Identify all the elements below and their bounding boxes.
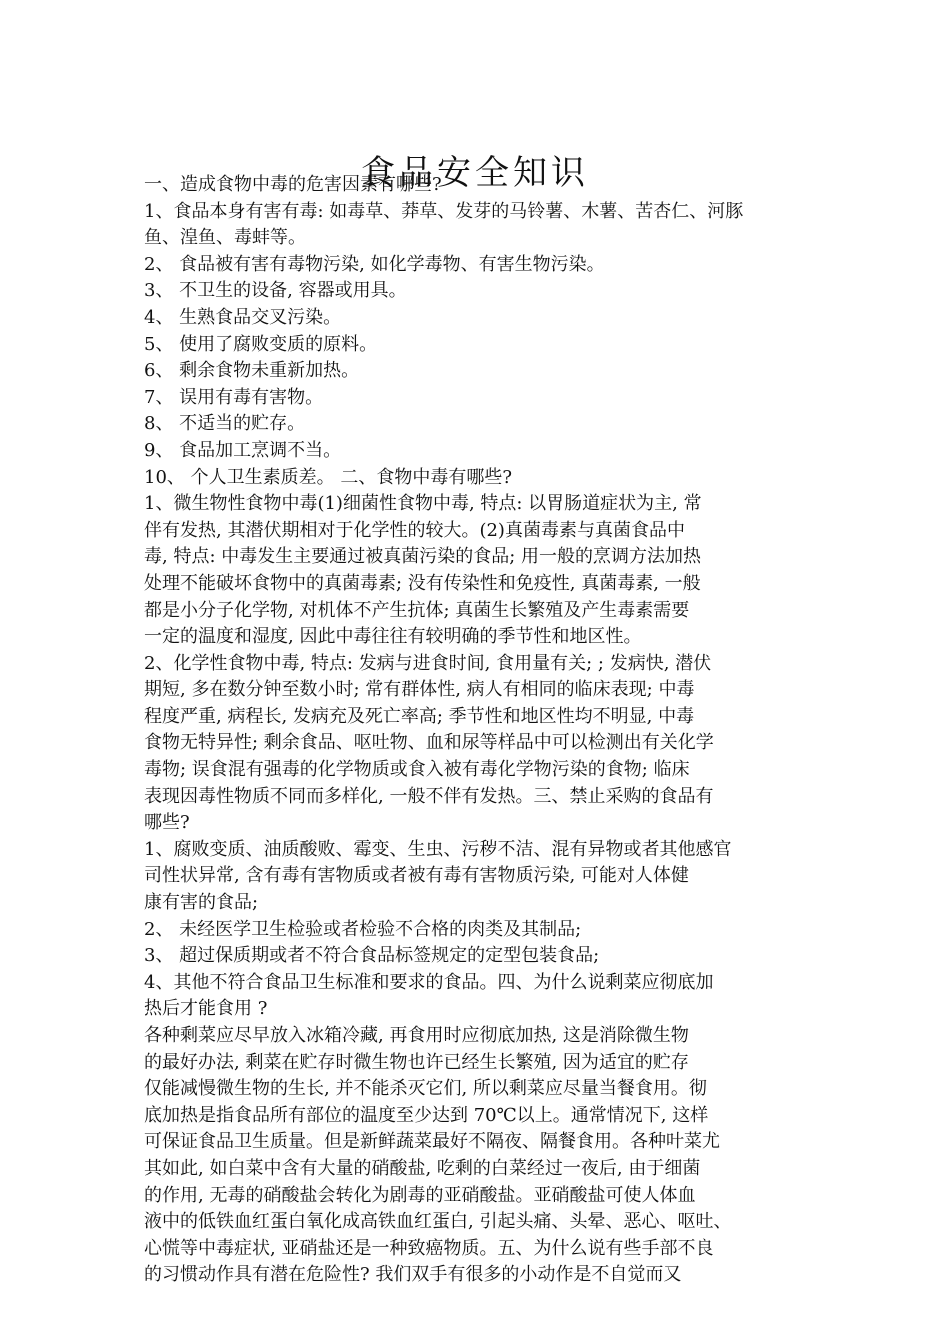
text-line: 心慌等中毒症状, 亚硝盐还是一种致癌物质。五、为什么说有些手部不良 xyxy=(144,1237,714,1259)
text-line: 的最好办法, 剩菜在贮存时微生物也许已经生长繁殖, 因为适宜的贮存 xyxy=(144,1051,689,1073)
text-line: 食物无特异性; 剩余食品、呕吐物、血和尿等样品中可以检测出有关化学 xyxy=(144,732,714,754)
text-line: 5、 使用了腐败变质的原料。 xyxy=(144,333,378,355)
text-line: 底加热是指食品所有部位的温度至少达到 70℃以上。通常情况下, 这样 xyxy=(144,1104,709,1126)
text-line: 2、 未经医学卫生检验或者检验不合格的肉类及其制品; xyxy=(144,918,582,940)
text-line: 8、 不适当的贮存。 xyxy=(144,413,306,435)
text-line: 4、其他不符合食品卫生标准和要求的食品。四、为什么说剩菜应彻底加 xyxy=(144,971,714,993)
text-line: 伴有发热, 其潜伏期相对于化学性的较大。(2)真菌毒素与真菌食品中 xyxy=(144,519,685,541)
text-line: 一定的温度和湿度, 因此中毒往往有较明确的季节性和地区性。 xyxy=(144,626,642,648)
text-line: 3、 超过保质期或者不符合食品标签规定的定型包装食品; xyxy=(144,945,600,967)
text-line: 4、 生熟食品交叉污染。 xyxy=(144,306,342,328)
text-line: 表现因毒性物质不同而多样化, 一般不伴有发热。三、禁止采购的食品有 xyxy=(144,785,714,807)
text-line: 各种剩菜应尽早放入冰箱冷藏, 再食用时应彻底加热, 这是消除微生物 xyxy=(144,1025,689,1046)
text-line: 的习惯动作具有潜在危险性? 我们双手有很多的小动作是不自觉而又 xyxy=(144,1264,682,1286)
text-line: 3、 不卫生的设备, 容器或用具。 xyxy=(144,280,407,302)
document-title: 食品安全知识 xyxy=(361,152,589,193)
text-line: 哪些? xyxy=(144,812,190,834)
document-body xyxy=(144,172,812,1289)
text-line: 康有害的食品; xyxy=(144,892,259,914)
text-line: 仅能减慢微生物的生长, 并不能杀灭它们, 所以剩菜应尽量当餐食用。彻 xyxy=(144,1078,707,1100)
text-line: 鱼、湟鱼、毒蚌等。 xyxy=(144,227,306,249)
text-line: 6、 剩余食物未重新加热。 xyxy=(144,360,360,382)
text-line: 10、 个人卫生素质差。 二、食物中毒有哪些? xyxy=(144,466,512,488)
text-line: 司性状异常, 含有毒有害物质或者被有毒有害物质污染, 可能对人体健 xyxy=(144,865,689,887)
text-line: 2、化学性食物中毒, 特点: 发病与进食时间, 食用量有关; ; 发病快, 潜伏 xyxy=(144,652,712,674)
text-line: 1、腐败变质、油质酸败、霉变、生虫、污秽不洁、混有异物或者其他感官 xyxy=(144,838,732,860)
text-line: 期短, 多在数分钟至数小时; 常有群体性, 病人有相同的临床表现; 中毒 xyxy=(144,679,695,701)
text-line: 程度严重, 病程长, 发病充及死亡率高; 季节性和地区性均不明显, 中毒 xyxy=(144,705,695,727)
text-line: 一、造成食物中毒的危害因素有哪些? xyxy=(144,174,442,195)
text-line: 处理不能破坏食物中的真菌毒素; 没有传染性和免疫性, 真菌毒素, 一般 xyxy=(144,572,701,594)
text-line: 毒物; 误食混有强毒的化学物质或食入被有毒化学物污染的食物; 临床 xyxy=(144,759,690,781)
text-line: 热后才能食用 ? xyxy=(144,998,268,1020)
text-line: 液中的低铁血红蛋白氧化成高铁血红蛋白, 引起头痛、头晕、恶心、呕吐、 xyxy=(144,1211,732,1233)
text-line: 9、 食品加工烹调不当。 xyxy=(144,439,342,461)
text-line: 的作用, 无毒的硝酸盐会转化为剧毒的亚硝酸盐。亚硝酸盐可使人体血 xyxy=(144,1184,696,1206)
text-line: 1、微生物性食物中毒(1)细菌性食物中毒, 特点: 以胃肠道症状为主, 常 xyxy=(144,493,702,515)
text-line: 其如此, 如白菜中含有大量的硝酸盐, 吃剩的白菜经过一夜后, 由于细菌 xyxy=(144,1157,701,1179)
text-line: 1、食品本身有害有毒: 如毒草、莽草、发芽的马铃薯、木薯、苦杏仁、河豚 xyxy=(144,200,744,222)
text-line: 7、 误用有毒有害物。 xyxy=(144,386,324,408)
text-line: 都是小分子化学物, 对机体不产生抗体; 真菌生长繁殖及产生毒素需要 xyxy=(144,599,690,621)
text-line: 毒, 特点: 中毒发生主要通过被真菌污染的食品; 用一般的烹调方法加热 xyxy=(144,546,702,568)
text-line: 2、 食品被有害有毒物污染, 如化学毒物、有害生物污染。 xyxy=(144,253,605,275)
text-line: 可保证食品卫生质量。但是新鲜蔬菜最好不隔夜、隔餐食用。各种叶菜尤 xyxy=(144,1131,720,1153)
